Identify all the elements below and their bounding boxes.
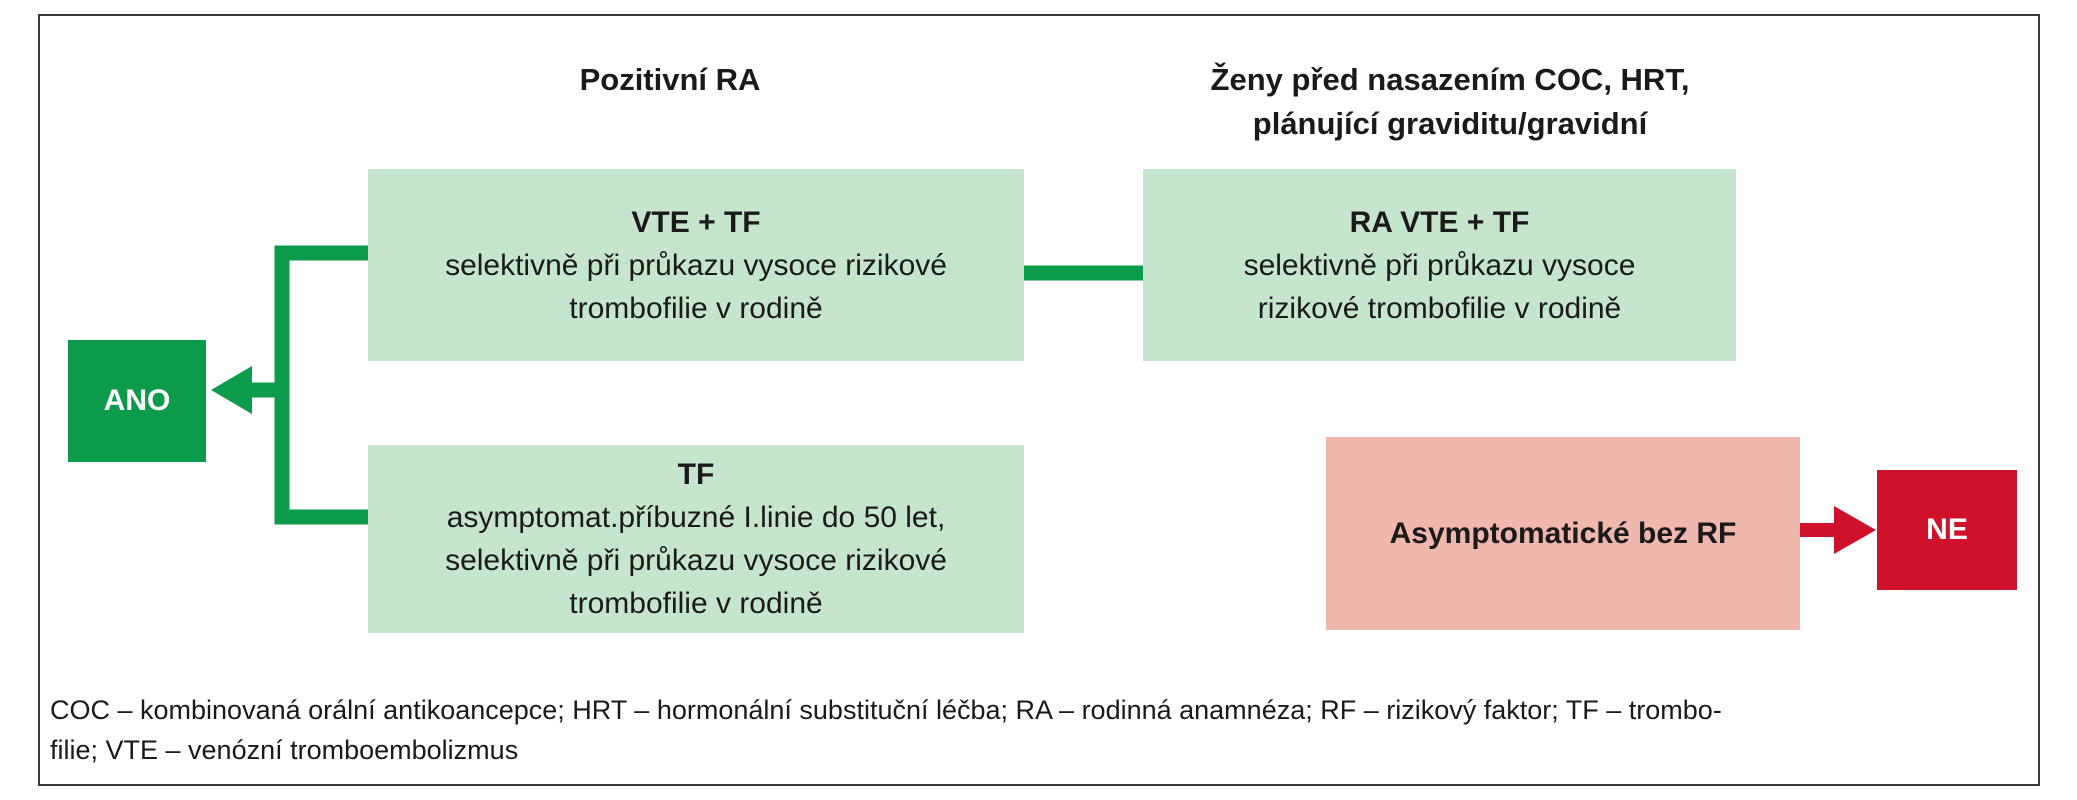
box-ra-vte-tf-line1: selektivně při průkazu vysoce <box>1243 248 1636 282</box>
box-tf <box>368 445 1024 633</box>
box-vte-tf-line2: trombofilie v rodině <box>569 291 823 325</box>
legend <box>50 690 2010 770</box>
header-right-line2: plánující graviditu/gravidní <box>1252 106 1648 141</box>
header-right-line1: Ženy před nasazením COC, HRT, <box>1210 62 1690 97</box>
box-asymptomatic <box>1326 437 1800 630</box>
box-ra-vte-tf-title: RA VTE + TF <box>1349 205 1530 239</box>
box-asymptomatic-title: Asymptomatické bez RF <box>1389 517 1737 550</box>
box-tf-line2: selektivně při průkazu vysoce rizikové <box>445 544 947 577</box>
tag-no-text: NE <box>1926 513 1968 546</box>
header-positive-family-history <box>530 58 810 102</box>
legend-line2: filie; VTE – venózní tromboembolizmus <box>50 735 519 765</box>
header-women-before-therapy <box>1120 58 1780 146</box>
bracket-connector <box>282 253 368 517</box>
box-ra-vte-tf-line2: rizikové trombofilie v rodině <box>1257 291 1622 325</box>
box-tf-title: TF <box>677 458 715 491</box>
arrow-to-no-head <box>1834 506 1876 554</box>
header-left-text: Pozitivní RA <box>579 62 761 97</box>
tag-no <box>1877 470 2017 590</box>
box-vte-tf <box>368 169 1024 361</box>
arrow-to-yes-head <box>211 366 252 414</box>
box-tf-line1: asymptomat.příbuzné I.linie do 50 let, <box>446 501 946 534</box>
box-tf-line3: trombofilie v rodině <box>569 587 823 620</box>
box-ra-vte-tf <box>1143 169 1736 361</box>
tag-yes <box>68 340 206 462</box>
box-vte-tf-title: VTE + TF <box>631 205 761 239</box>
tag-yes-text: ANO <box>103 384 171 417</box>
box-vte-tf-line1: selektivně při průkazu vysoce rizikové <box>445 248 947 282</box>
legend-line1: COC – kombinovaná orální antikoancepce; HRT – hormonální substituční léčba; RA – rodinná anamnéza; RF – rizikový faktor; TF – trombo- <box>50 695 1722 725</box>
